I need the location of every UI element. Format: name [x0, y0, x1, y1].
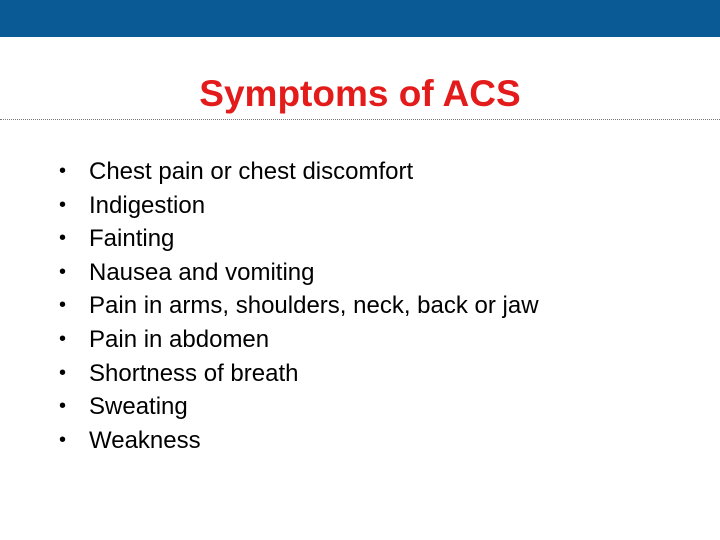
symptom-list — [0, 155, 720, 457]
bullet-icon: • — [59, 361, 67, 384]
bullet-icon: • — [59, 428, 67, 451]
bullet-icon: • — [59, 193, 67, 216]
slide-title: Symptoms of ACS — [199, 73, 521, 114]
list-item-text: Weakness — [89, 426, 201, 454]
list-item — [0, 189, 720, 223]
list-item — [0, 155, 720, 189]
list-item — [0, 222, 720, 256]
bullet-icon: • — [59, 227, 67, 250]
list-item — [0, 390, 720, 424]
title-divider — [0, 119, 720, 120]
list-item-text: Sweating — [89, 393, 188, 421]
list-item — [0, 424, 720, 458]
list-item-text: Nausea and vomiting — [89, 258, 315, 286]
list-item — [0, 256, 720, 290]
bullet-icon: • — [59, 260, 67, 283]
bullet-icon: • — [59, 160, 67, 182]
bullet-icon: • — [59, 395, 67, 418]
bullet-icon: • — [59, 294, 67, 317]
list-item-text: Shortness of breath — [89, 359, 299, 387]
header-bar — [0, 0, 720, 37]
list-item-text: Pain in arms, shoulders, neck, back or jaw — [89, 292, 539, 320]
bullet-icon: • — [59, 327, 67, 350]
list-item-text: Pain in abdomen — [89, 325, 270, 353]
list-item — [0, 289, 720, 323]
list-item — [0, 323, 720, 357]
list-item-text: Fainting — [89, 225, 175, 253]
list-item — [0, 357, 720, 391]
list-item-text: Chest pain or chest discomfort — [89, 158, 414, 185]
list-item-text: Indigestion — [89, 191, 206, 219]
